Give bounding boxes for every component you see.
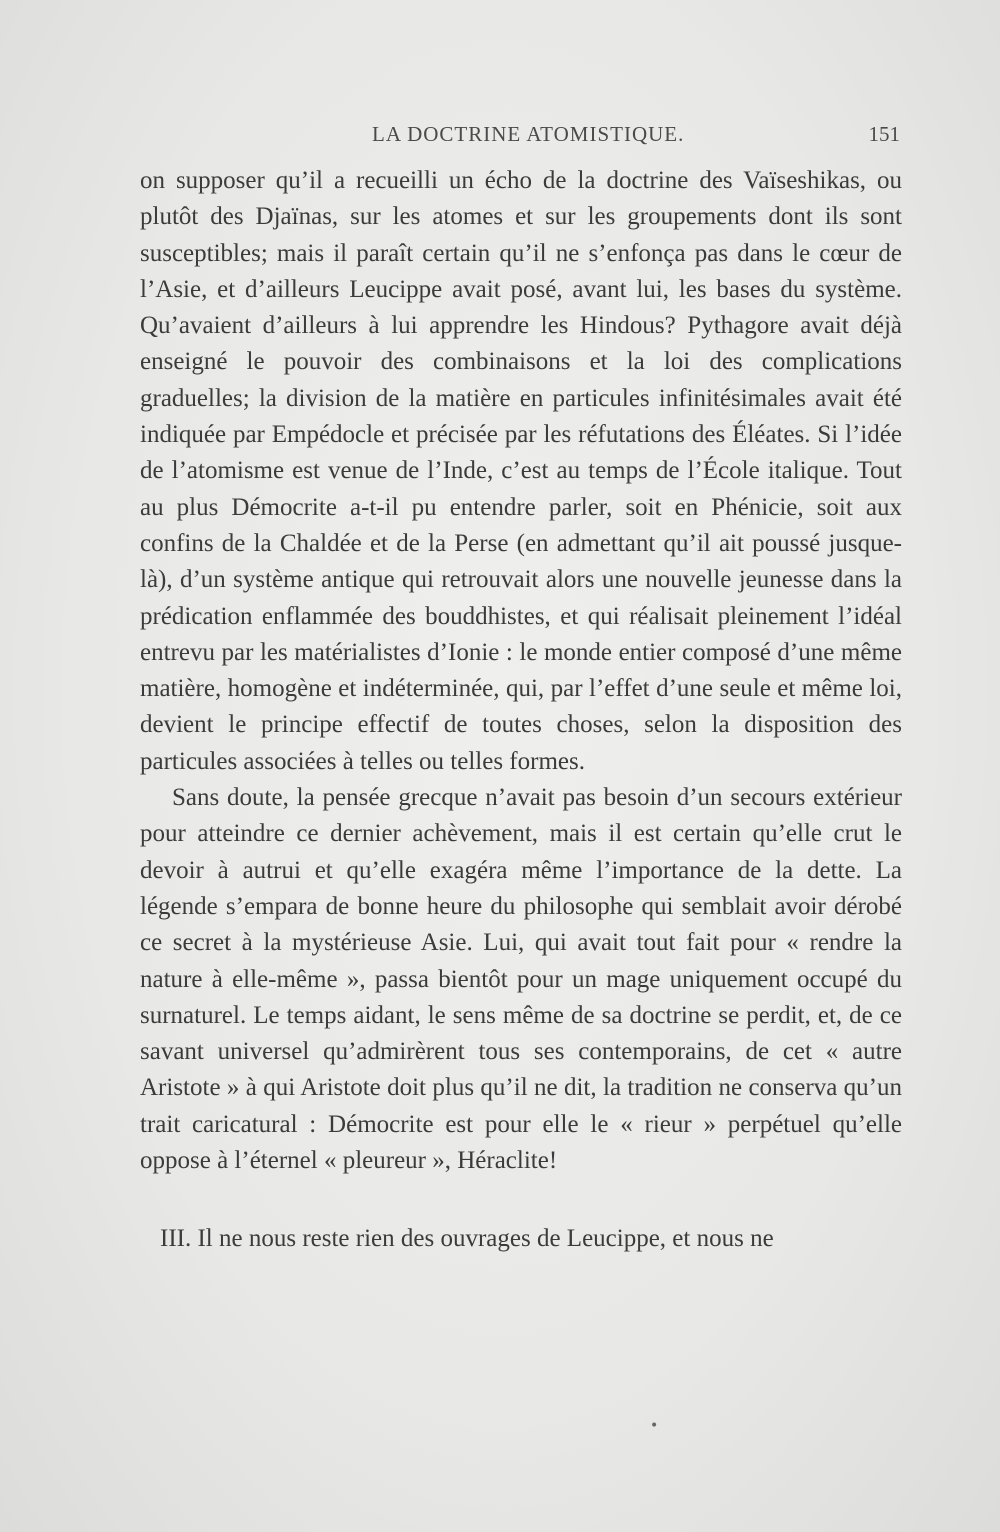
ink-speck-icon: •: [650, 1418, 659, 1434]
page-number: 151: [868, 122, 900, 146]
paragraph-section-iii: III. Il ne nous reste rien des ouvrages de Leucippe, et nous ne: [160, 1225, 774, 1253]
paragraph-sans-doute: Sans doute, la pensée grecque n’avait pas besoin d’un secours extérieur pour atteindre ce dernier achèvement, mais il est certain qu’elle crut le devoir à autrui et qu’elle exagéra même l’importance de la dette. La légende s’empara de bonne heure du philosophe qui semblait avoir dérobé ce secret à la mystérieuse Asie. Lui, qui avait tout fait pour « rendre la nature à elle-même », passa bientôt pour un mage uniquement occupé du surnaturel. Le temps aidant, le sens même de sa doctrine se perdit, et, de ce savant universel qu’admirèrent tous ses contemporains, de cet « autre Aristote » à qui Aristote doit plus qu’il ne dit, la tradition ne conserva qu’un trait caricatural : Démocrite est pour elle le « rieur » perpétuel qu’elle oppose à l’éternel « pleureur », Héraclite!: [140, 784, 902, 1175]
running-title: LA DOCTRINE ATOMISTIQUE.: [372, 122, 685, 146]
paragraph-continuation: on supposer qu’il a recueilli un écho de la doctrine des Vaïseshikas, ou plutôt des Djaïnas, sur les atomes et sur les groupements dont ils sont susceptibles; mais il paraît certain qu’il ne s’enfonça pas dans le cœur de l’Asie, et d’ailleurs Leucippe avait posé, avant lui, les bases du système. Qu’avaient d’ailleurs à lui apprendre les Hindous? Pythagore avait déjà enseigné le pouvoir des combinaisons et la loi des complications graduelles; la division de la matière en particules infinitésimales avait été indiquée par Empédocle et précisée par les réfutations des Éléates. Si l’idée de l’atomisme est venue de l’Inde, c’est au temps de l’École italique. Tout au plus Démocrite a-t-il pu entendre parler, soit en Phénicie, soit aux confins de la Chaldée et de la Perse (en admettant qu’il ait poussé jusque-là), d’un système antique qui retrouvait alors une nouvelle jeunesse dans la prédication enflammée des bouddhistes, et qui réalisait pleinement l’idéal entrevu par les matérialistes d’Ionie : le monde entier composé d’une même matière, homogène et indéterminée, qui, par l’effet d’une seule et même loi, devient le principe effectif de toutes choses, selon la disposition des particules associées à telles ou telles formes.: [140, 167, 902, 775]
body-text: [140, 163, 902, 1258]
page-header: [140, 122, 900, 152]
